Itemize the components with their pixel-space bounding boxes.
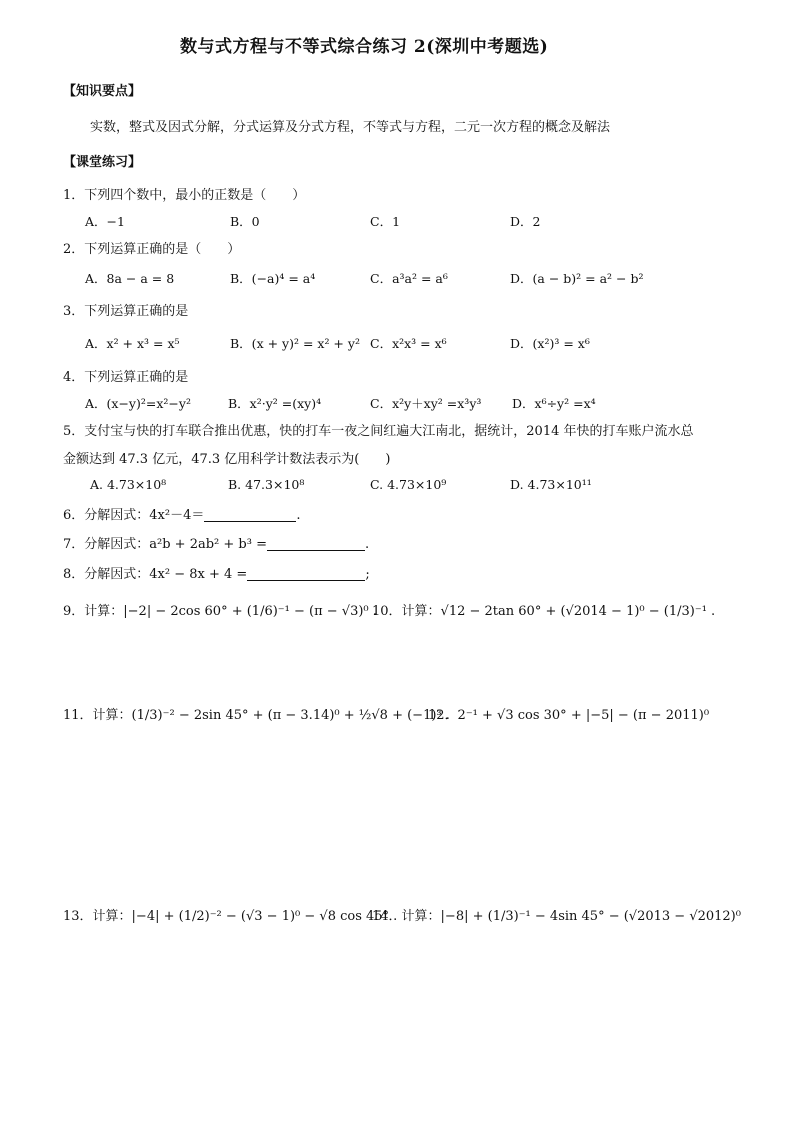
question-4-stem: 4．下列运算正确的是	[63, 370, 189, 385]
question-3-stem: 3．下列运算正确的是	[63, 304, 189, 319]
question-6-text: 6．分解因式：4x²－4＝	[63, 508, 205, 523]
question-1-option-d: D．2	[510, 214, 541, 229]
question-5-option-d: D. 4.73×10¹¹	[510, 477, 592, 492]
question-8-text: 8．分解因式：4x² − 8x + 4 =	[63, 567, 248, 582]
question-2-option-c: C．a³a² = a⁶	[370, 271, 448, 286]
question-7	[63, 533, 369, 552]
question-7-end: .	[364, 537, 370, 552]
question-4-option-d: D．x⁶÷y² =x⁴	[512, 396, 596, 411]
question-6-answer-blank[interactable]	[204, 507, 296, 522]
question-12: 12．2⁻¹ + √3 cos 30° + |−5| − (π − 2011)⁰	[428, 708, 710, 723]
question-8-end: ;	[365, 567, 370, 582]
question-1-option-b: B．0	[230, 214, 260, 229]
question-5-option-c: C. 4.73×10⁹	[370, 477, 447, 492]
question-3-option-d: D．(x²)³ = x⁶	[510, 336, 590, 351]
question-5-option-a: A. 4.73×10⁸	[90, 477, 167, 492]
section-practice-heading: 【课堂练习】	[63, 155, 142, 170]
question-9: 9．计算：|−2| − 2cos 60° + (1/6)⁻¹ − (π − √3)⁰ .	[63, 604, 377, 619]
question-3-option-b: B．(x + y)² = x² + y²	[230, 336, 360, 351]
question-5-stem-line-2: 金额达到 47.3 亿元，47.3 亿用科学计数法表示为( )	[63, 452, 391, 467]
question-3-option-a: A．x² + x³ = x⁵	[85, 336, 180, 351]
question-2-option-d: D．(a − b)² = a² − b²	[510, 271, 644, 286]
question-8	[63, 563, 370, 582]
question-8-answer-blank[interactable]	[247, 566, 365, 581]
question-1-option-a: A．−1	[85, 214, 125, 229]
question-5-stem-line-1: 5．支付宝与快的打车联合推出优惠，快的打车一夜之间红遍大江南北，据统计，2014 年快的打车账户流水总	[63, 424, 694, 439]
question-4-option-b: B．x²·y² =(xy)⁴	[228, 396, 322, 411]
question-1-stem: 1．下列四个数中，最小的正数是（ ）	[63, 188, 306, 203]
question-1-option-c: C．1	[370, 214, 401, 229]
question-4-option-a: A．(x−y)²=x²−y²	[85, 396, 191, 411]
question-6-end: .	[296, 508, 301, 523]
question-2-option-a: A．8a − a = 8	[85, 271, 175, 286]
section-knowledge-heading: 【知识要点】	[63, 84, 142, 99]
question-2-option-b: B．(−a)⁴ = a⁴	[230, 271, 316, 286]
question-6	[63, 504, 301, 523]
question-4-option-c: C．x²y＋xy² =x³y³	[370, 396, 482, 411]
question-14: 14．计算：|−8| + (1/3)⁻¹ − 4sin 45° − (√2013 − √2012)⁰	[372, 909, 741, 924]
question-7-text: 7．分解因式：a²b + 2ab² + b³ =	[63, 537, 267, 552]
question-2-stem: 2．下列运算正确的是（ ）	[63, 242, 241, 257]
question-5-option-b: B. 47.3×10⁸	[228, 477, 305, 492]
question-13: 13．计算：|−4| + (1/2)⁻² − (√3 − 1)⁰ − √8 cos 45° .	[63, 909, 398, 924]
question-11: 11．计算：(1/3)⁻² − 2sin 45° + (π − 3.14)⁰ + ½√8 + (−1)³ .	[63, 708, 450, 723]
question-3-option-c: C．x²x³ = x⁶	[370, 336, 447, 351]
page-title: 数与式方程与不等式综合练习 2(深圳中考题选)	[180, 37, 549, 57]
question-10: 10．计算：√12 − 2tan 60° + (√2014 − 1)⁰ − (1/3)⁻¹ .	[372, 604, 716, 619]
question-7-answer-blank[interactable]	[267, 536, 365, 551]
knowledge-text: 实数，整式及因式分解，分式运算及分式方程，不等式与方程，二元一次方程的概念及解法	[90, 120, 611, 135]
